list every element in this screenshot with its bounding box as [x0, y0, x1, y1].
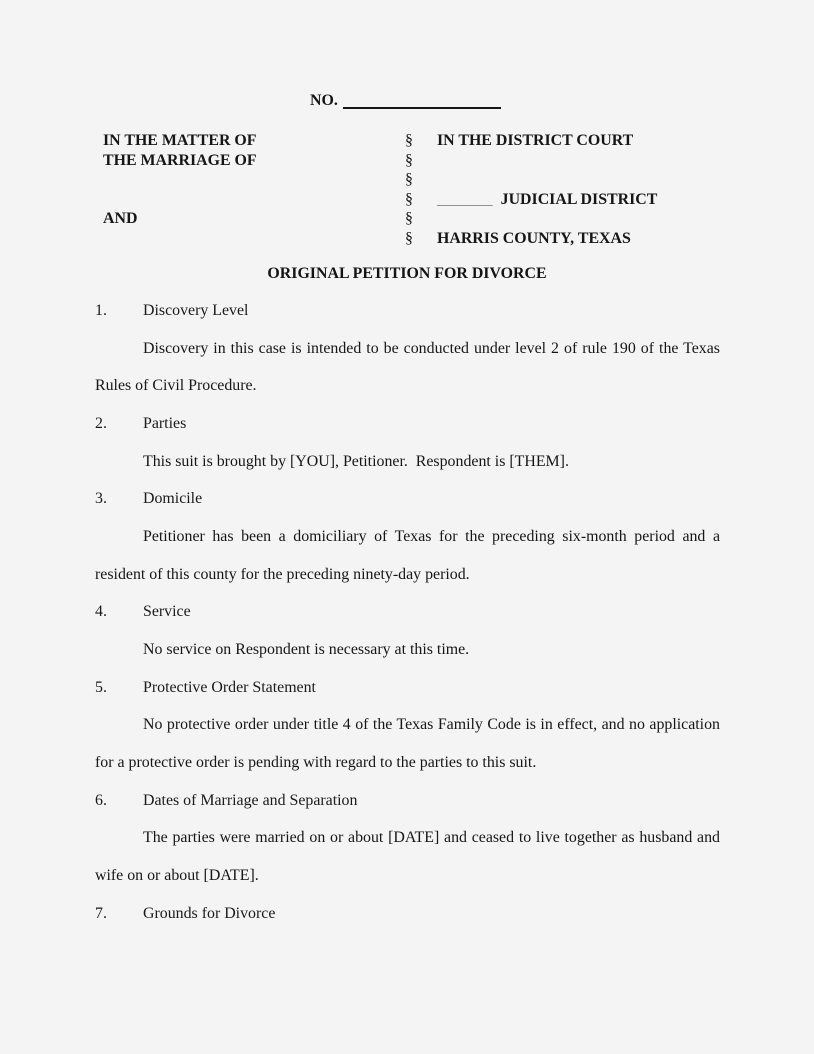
section-number: 1. [95, 302, 107, 319]
caption-left-row: THE MARRIAGE OF [103, 151, 257, 169]
section-paragraph: Discovery in this case is intended to be conducted under level 2 of rule 190 of the Texas Rules of Civil Procedure. [95, 339, 720, 395]
caption-left-row [103, 190, 405, 210]
section-number: 4. [95, 603, 107, 621]
section-service [95, 593, 720, 668]
caption-right-row [437, 190, 754, 210]
judicial-district-blank: _______ [437, 190, 493, 208]
section-title: Protective Order Statement [143, 678, 316, 696]
section-discovery-level [95, 292, 720, 405]
section-parties [95, 405, 720, 480]
caption-left-row [103, 170, 405, 190]
section-heading [95, 480, 720, 518]
court-caption [103, 131, 754, 248]
section-number: 3. [95, 490, 107, 508]
section-symbol: § [405, 190, 413, 208]
caption-left-row: AND [103, 210, 138, 227]
section-title: Service [143, 603, 191, 621]
caption-right-column [437, 131, 754, 248]
caption-right-row [437, 151, 754, 171]
section-symbol: § [405, 132, 413, 149]
section-heading [95, 593, 720, 631]
caption-right-row [437, 170, 754, 190]
section-grounds-for-divorce [95, 895, 720, 933]
section-paragraph: Petitioner has been a domiciliary of Texas for the preceding six-month period and a resident of this county for the preceding ninety-day period. [95, 527, 720, 583]
section-heading [95, 669, 720, 707]
section-symbol: § [405, 171, 413, 188]
section-number: 2. [95, 414, 107, 432]
caption-right-row: IN THE DISTRICT COURT [437, 132, 634, 149]
section-heading [95, 895, 720, 933]
judicial-district-label: JUDICIAL DISTRICT [500, 190, 658, 208]
section-number: 6. [95, 791, 107, 809]
section-title: Grounds for Divorce [143, 904, 276, 922]
section-title: Domicile [143, 490, 203, 508]
caption-section-symbol-column [405, 131, 437, 248]
section-title: Parties [143, 414, 187, 432]
section-symbol: § [405, 210, 413, 227]
section-heading [95, 782, 720, 820]
section-protective-order [95, 669, 720, 782]
section-number: 7. [95, 904, 107, 922]
section-dates-of-marriage [95, 782, 720, 895]
caption-left-row [103, 229, 405, 249]
document-title: ORIGINAL PETITION FOR DIVORCE [267, 265, 547, 282]
caption-right-row [437, 209, 754, 229]
section-paragraph: No service on Respondent is necessary at this time. [143, 640, 470, 658]
section-heading [95, 292, 720, 330]
section-paragraph: This suit is brought by [YOU], Petitioner. Respondent is [THEM]. [143, 452, 569, 470]
section-title: Discovery Level [143, 302, 249, 319]
caption-right-row: HARRIS COUNTY, TEXAS [437, 229, 631, 247]
caption-left-column [103, 131, 405, 248]
section-domicile [95, 480, 720, 593]
section-title: Dates of Marriage and Separation [143, 791, 358, 809]
case-number-label: NO. [310, 92, 338, 109]
case-number-line [310, 91, 501, 111]
section-number: 5. [95, 678, 107, 696]
section-paragraph: No protective order under title 4 of the Texas Family Code is in effect, and no application for a protective order is pending with regard to the parties to this suit. [95, 716, 720, 771]
case-number-blank [343, 107, 501, 109]
section-heading [95, 405, 720, 443]
document-body [95, 292, 720, 932]
caption-left-row: IN THE MATTER OF [103, 132, 257, 149]
section-paragraph: The parties were married on or about [DATE] and ceased to live together as husband and wife on or about [DATE]. [95, 829, 720, 884]
section-symbol: § [405, 229, 413, 247]
section-symbol: § [405, 151, 413, 169]
